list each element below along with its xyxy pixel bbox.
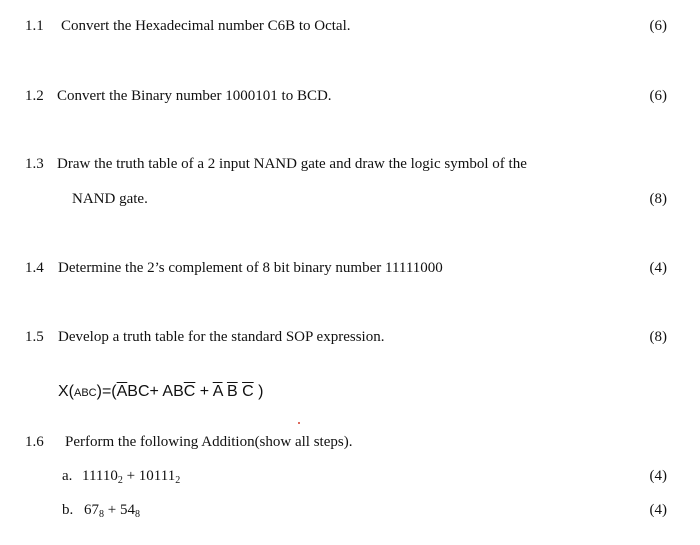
q1-6a-base1: 2 — [117, 475, 123, 486]
q1-6b-op: + 54 — [104, 502, 135, 518]
q1-6a-op: + 10111 — [122, 468, 176, 484]
q1-3-number: 1.3 — [25, 156, 44, 172]
q1-6b-base2: 8 — [134, 509, 140, 520]
q1-6b-n1: 67 — [84, 502, 99, 518]
q1-1-number: 1.1 — [25, 18, 44, 34]
sop-expression — [58, 383, 263, 402]
q1-6a-marks: (4) — [649, 468, 667, 484]
q1-3-text: Draw the truth table of a 2 input NAND gate and draw the logic symbol of the — [57, 156, 527, 172]
q1-4-marks: (4) — [649, 260, 667, 276]
q1-1-text: Convert the Hexadecimal number C6B to Octal. — [61, 18, 351, 34]
expr-lhs-vars: ABC — [74, 387, 97, 399]
expr-a-bar: $\overline{A}$ — [116, 383, 128, 400]
expr-eq: )=( — [96, 383, 117, 400]
expr-b-bar: $\overline{B}$ — [226, 383, 238, 400]
q1-6b-label: b. — [62, 502, 74, 518]
q1-2-marks: (6) — [649, 88, 667, 104]
q1-6b-expression — [84, 501, 140, 519]
q1-4-number: 1.4 — [25, 260, 44, 276]
q1-6a-label: a. — [62, 468, 73, 484]
q1-2-text: Convert the Binary number 1000101 to BCD. — [57, 88, 332, 104]
expr-lhs: X( — [58, 383, 74, 400]
q1-2-number: 1.2 — [25, 88, 44, 104]
q1-6a-base2: 2 — [175, 475, 181, 486]
q1-5-text: Develop a truth table for the standard SOP expression. — [58, 329, 385, 345]
q1-6a-expression — [82, 467, 180, 485]
red-dot-mark — [298, 422, 300, 424]
expr-a-bar-2: $\overline{A}$ — [212, 383, 223, 400]
q1-6b-base1: 8 — [99, 509, 104, 520]
expr-term1: BC+ AB — [127, 383, 184, 400]
q1-6-text: Perform the following Addition(show all steps). — [65, 434, 353, 450]
q1-5-number: 1.5 — [25, 329, 44, 345]
q1-1-marks: (6) — [649, 18, 667, 34]
expr-close: ) — [253, 383, 264, 400]
q1-3-marks: (8) — [649, 191, 667, 207]
q1-6a-n1: 11110 — [82, 468, 118, 484]
expr-c-bar: $\overline{C}$ — [183, 383, 196, 400]
q1-3-continuation: NAND gate. — [72, 191, 148, 207]
q1-5-marks: (8) — [649, 329, 667, 345]
q1-6-number: 1.6 — [25, 434, 44, 450]
q1-4-text: Determine the 2’s complement of 8 bit binary number 11111000 — [58, 260, 443, 276]
expr-plus: + — [195, 383, 213, 400]
q1-6b-marks: (4) — [649, 502, 667, 518]
expr-c-bar-2: $\overline{C}$ — [242, 383, 254, 400]
